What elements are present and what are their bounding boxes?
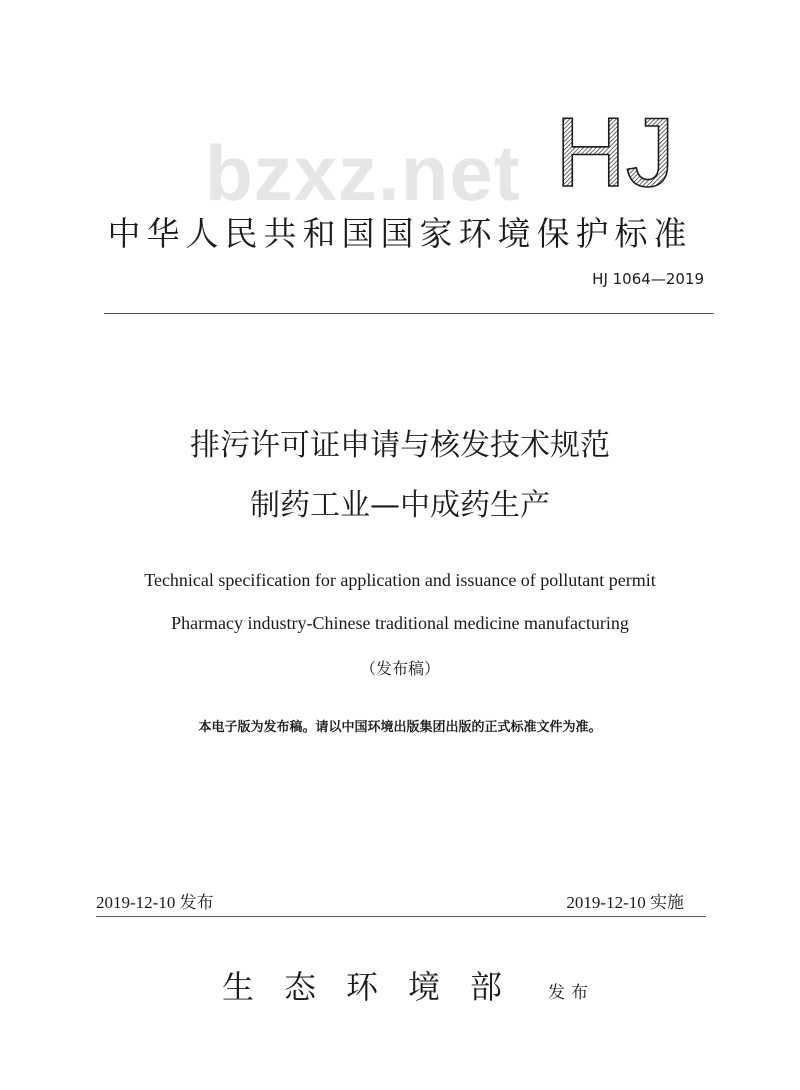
effective-date-group [566,888,684,913]
watermark: bzxz.net [205,129,521,217]
header-divider [104,313,714,314]
footer-divider [96,916,706,917]
effective-label: 实施 [650,893,684,913]
issue-label: 发布 [179,893,214,913]
issue-date: 2019-12-10 [96,893,176,912]
standard-code: HJ 1064—2019 [592,270,704,288]
hj-logo [540,110,690,192]
hj-logo-text: HJ [555,110,675,192]
agency-title: 中华人民共和国国家环境保护标准 [107,214,693,253]
title-cn-line2: 制药工业—中成药生产 [250,488,550,523]
draft-label: （发布稿） [359,659,440,678]
notice-text: 本电子版为发布稿。请以中国环境出版集团出版的正式标准文件为准。 [198,720,602,735]
issuer-name: 生态环境部 [222,968,533,1006]
effective-date: 2019-12-10 [566,893,646,912]
title-en-line2: Pharmacy industry-Chinese traditional medicine manufacturing [171,613,629,633]
issuer-action: 发布 [548,983,594,1003]
title-cn-line1: 排污许可证申请与核发技术规范 [190,428,610,463]
title-en-line1: Technical specification for application and issuance of pollutant permit [144,570,656,590]
issue-date-group [96,888,214,913]
